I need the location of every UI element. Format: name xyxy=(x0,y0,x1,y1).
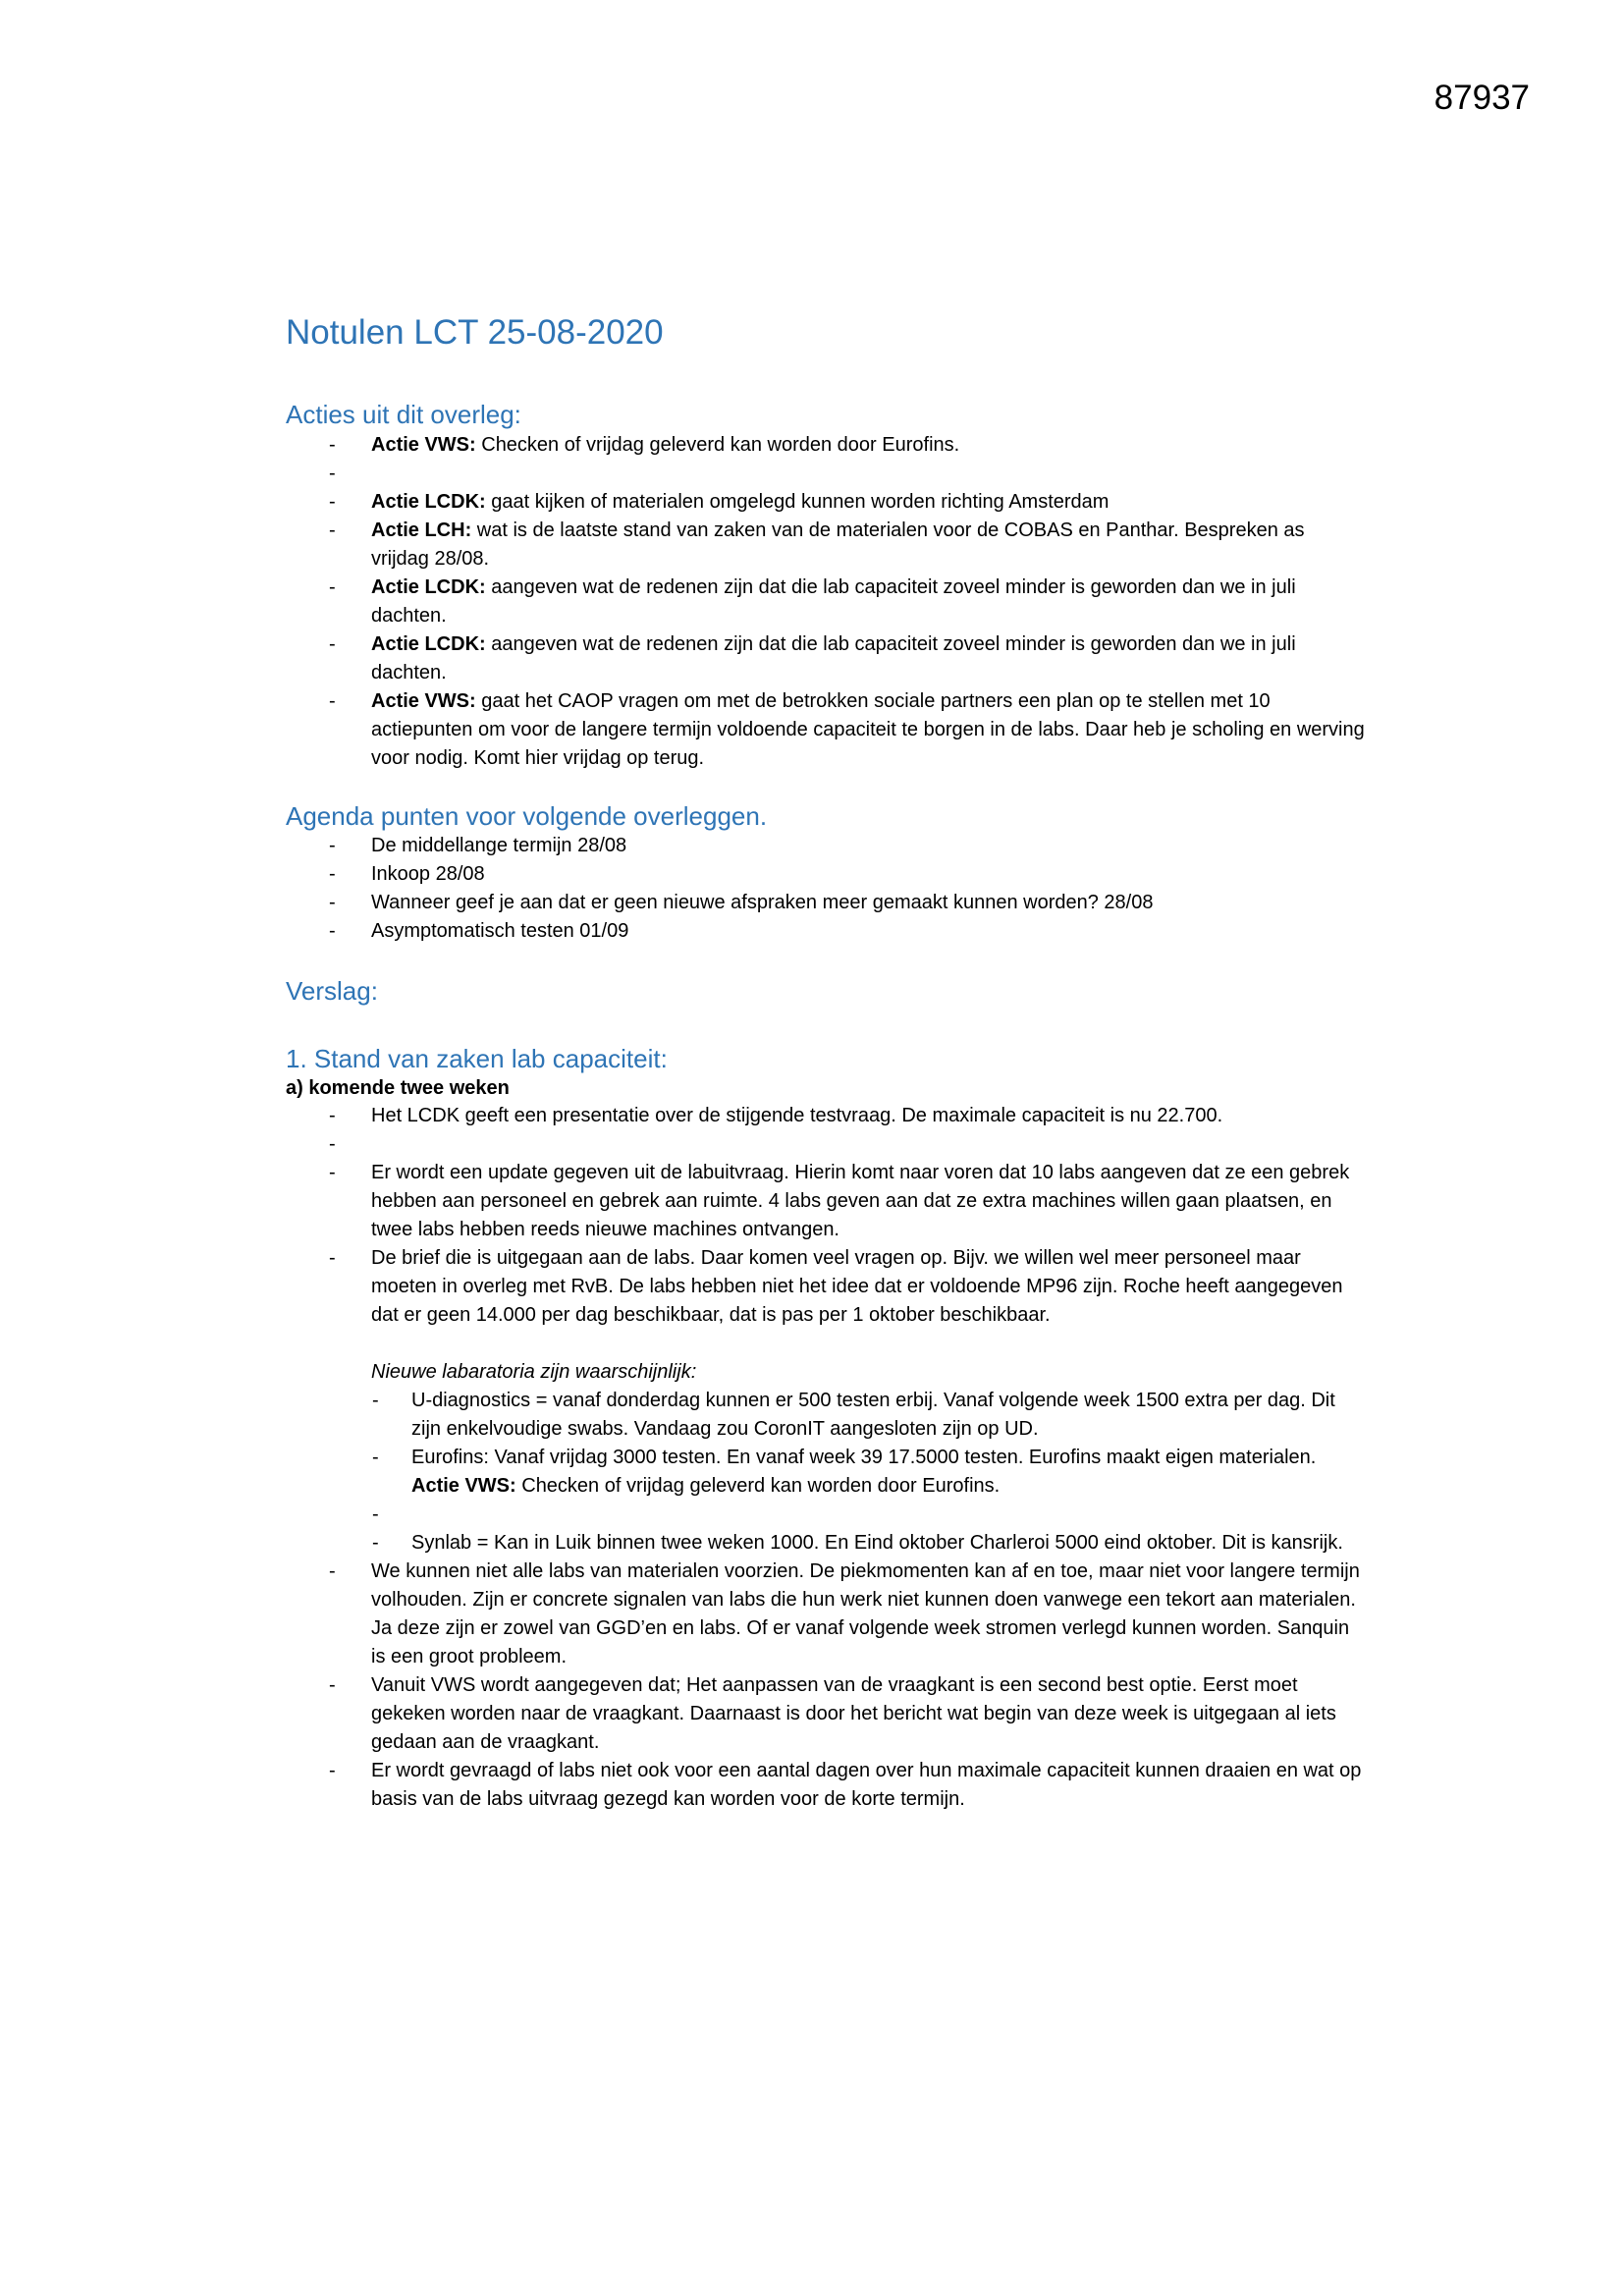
list-item xyxy=(286,574,1366,630)
list-item: - De brief die is uitgegaan aan de labs. Daar komen veel vragen op. Bijv. we willen wel meer personeel maar moeten in overleg met RvB. De labs hebben niet het idee dat er voldoende MP96 zijn. Roche heeft aangegeven dat er geen 14.000 per dag beschikbaar, dat is pas per 1 oktober beschikbaar. xyxy=(286,1244,1366,1330)
labs-heading: Nieuwe labaratoria zijn waarschijnlijk: xyxy=(371,1361,697,1383)
list-item xyxy=(286,630,1366,687)
action-label: Actie LCDK: xyxy=(371,575,486,598)
list-item: - Er wordt een update gegeven uit de labuitvraag. Hierin komt naar voren dat 10 labs aangeven dat ze een gebrek hebben aan personeel en gebrek aan ruimte. 4 labs geven aan dat ze extra machines willen gaan plaatsen, en twee labs hebben reeds nieuwe machines ontvangen. xyxy=(286,1159,1366,1244)
section-heading: 1. Stand van zaken lab capaciteit: xyxy=(286,1043,668,1073)
action-label: Actie VWS: xyxy=(371,689,476,712)
action-label: Actie LCH: xyxy=(371,519,472,541)
spacer xyxy=(286,1501,1366,1529)
spacer xyxy=(286,1130,1366,1159)
list-item: - We kunnen niet alle labs van materialen voorzien. De piekmomenten kan af en toe, maar niet voor langere termijn volhouden. Zijn er concrete signalen van labs die hun werk niet kunnen doen vanwege een tekort aan materialen. Ja deze zijn er zowel van GGD’en en labs. Of er vanaf volgende week stromen verlegd kunnen worden. Sanquin is een groot probleem. xyxy=(286,1558,1366,1671)
list-item: - Vanuit VWS wordt aangegeven dat; Het aanpassen van de vraagkant is een second best optie. Eerst moet gekeken worden naar de vraagkant. Daarnaast is door het bericht wat begin van deze week is uitgegaan al iets gedaan aan de vraagkant. xyxy=(286,1671,1366,1757)
list-item xyxy=(286,488,1366,517)
list-item xyxy=(286,687,1366,773)
list-item: - Inkoop 28/08 xyxy=(286,860,1366,889)
spacer xyxy=(286,460,1366,488)
action-label: Actie VWS: xyxy=(411,1475,516,1497)
acties-list xyxy=(286,431,1366,773)
list-item: - Het LCDK geeft een presentatie over de stijgende testvraag. De maximale capaciteit is nu 22.700. xyxy=(286,1102,1366,1130)
list-item xyxy=(286,431,1366,460)
list-item xyxy=(286,517,1366,574)
subsection-heading: a) komende twee weken xyxy=(286,1077,510,1099)
action-text: Checken of vrijdag geleverd kan worden door Eurofins. xyxy=(475,433,960,456)
agenda-list xyxy=(286,832,1366,946)
action-text: gaat kijken of materialen omgelegd kunnen worden richting Amsterdam xyxy=(485,490,1110,513)
lab-text: Eurofins: Vanaf vrijdag 3000 testen. En vanaf week 39 17.5000 testen. Eurofins maakt eigen materialen. xyxy=(411,1447,1317,1468)
list-item xyxy=(286,1444,1366,1501)
verslag-list-continued xyxy=(286,1558,1366,1814)
verslag-heading: Verslag: xyxy=(286,976,378,1006)
action-text: aangeven wat de redenen zijn dat die lab capaciteit zoveel minder is geworden dan we in juli dachten. xyxy=(371,575,1296,627)
action-text: wat is de laatste stand van zaken van de materialen voor de COBAS en Panthar. Bespreken as vrijdag 28/08. xyxy=(371,519,1305,570)
action-text: aangeven wat de redenen zijn dat die lab capaciteit zoveel minder is geworden dan we in juli dachten. xyxy=(371,632,1296,683)
action-label: Actie LCDK: xyxy=(371,632,486,655)
list-item: - U-diagnostics = vanaf donderdag kunnen er 500 testen erbij. Vanaf volgende week 1500 extra per dag. Dit zijn enkelvoudige swabs. Vandaag zou CoronIT aangesloten zijn op UD. xyxy=(286,1387,1366,1444)
acties-heading: Acties uit dit overleg: xyxy=(286,400,521,429)
page-number: 87937 xyxy=(1434,79,1530,117)
labs-list xyxy=(286,1387,1366,1558)
list-item: - Wanneer geef je aan dat er geen nieuwe afspraken meer gemaakt kunnen worden? 28/08 xyxy=(286,889,1366,917)
list-item: - Synlab = Kan in Luik binnen twee weken 1000. En Eind oktober Charleroi 5000 eind oktober. Dit is kansrijk. xyxy=(286,1529,1366,1558)
action-label: Actie LCDK: xyxy=(371,490,486,513)
action-text: gaat het CAOP vragen om met de betrokken sociale partners een plan op te stellen met 10 actiepunten om voor de langere termijn voldoende capaciteit te borgen in de labs. Daar heb je scholing en werving voor nodig. Komt hier vrijdag op terug. xyxy=(371,689,1365,769)
agenda-heading: Agenda punten voor volgende overleggen. xyxy=(286,800,768,831)
document-body xyxy=(286,312,1366,1814)
document-title: Notulen LCT 25-08-2020 xyxy=(286,313,664,352)
verslag-list xyxy=(286,1102,1366,1330)
action-label: Actie VWS: xyxy=(371,433,476,456)
list-item: - Asymptomatisch testen 01/09 xyxy=(286,917,1366,946)
list-item: - De middellange termijn 28/08 xyxy=(286,832,1366,860)
lab-text: Checken of vrijdag geleverd kan worden door Eurofins. xyxy=(515,1475,1001,1497)
list-item: - Er wordt gevraagd of labs niet ook voor een aantal dagen over hun maximale capaciteit kunnen draaien en wat op basis van de labs uitvraag gezegd kan worden voor de korte termijn. xyxy=(286,1757,1366,1814)
spacer xyxy=(286,1330,1366,1358)
